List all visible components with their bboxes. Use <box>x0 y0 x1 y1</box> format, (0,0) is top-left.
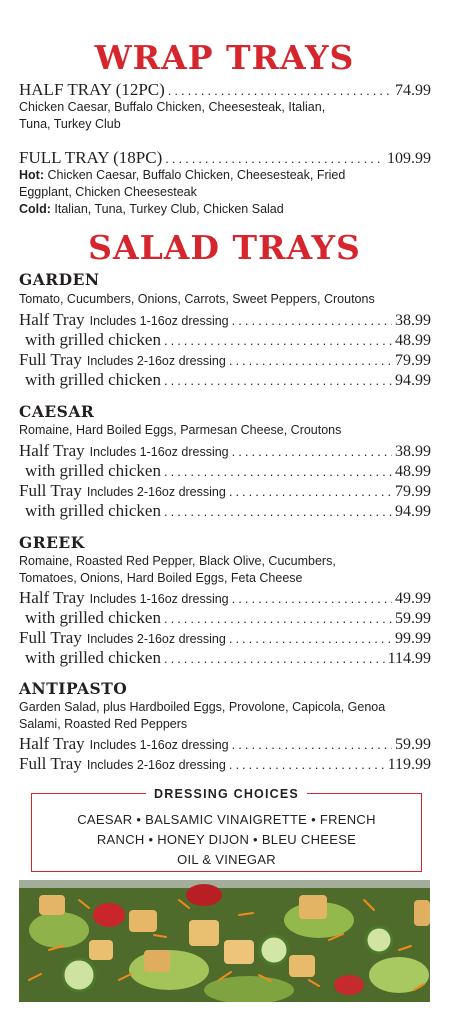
row-price: 59.99 <box>395 610 431 627</box>
wrap-full-tray-price: 109.99 <box>387 150 431 167</box>
dressing-title-text: DRESSING CHOICES <box>146 787 307 801</box>
leader-dots <box>164 373 392 388</box>
row-label: Half Tray <box>19 588 85 607</box>
salad-trays-title: SALAD TRAYS <box>88 228 361 267</box>
row-note: Includes 2-16oz dressing <box>86 758 226 772</box>
leader-dots <box>164 333 392 348</box>
row-label: with grilled chicken <box>25 608 161 627</box>
row-label: Full Tray <box>19 754 82 773</box>
leader-dots <box>164 651 385 666</box>
greek-desc: Romaine, Roasted Red Pepper, Black Olive, Cucumbers, Tomatoes, Onions, Hard Boiled Eggs, Feta Cheese <box>19 554 336 585</box>
row-label: with grilled chicken <box>25 501 161 520</box>
row-price: 94.99 <box>395 503 431 520</box>
caesar-desc: Romaine, Hard Boiled Eggs, Parmesan Cheese, Croutons <box>19 423 342 437</box>
greek-half-row <box>19 588 431 607</box>
row-price: 94.99 <box>395 372 431 389</box>
row-price: 38.99 <box>395 443 431 460</box>
row-price: 38.99 <box>395 312 431 329</box>
leader-dots <box>232 313 392 328</box>
hot-label: Hot: <box>19 168 44 182</box>
leader-dots <box>232 444 392 459</box>
cold-label: Cold: <box>19 202 51 216</box>
leader-dots <box>164 611 392 626</box>
antipasto-full-row <box>19 754 431 773</box>
row-note: Includes 2-16oz dressing <box>86 354 226 368</box>
antipasto-half-row <box>19 734 431 753</box>
leader-dots <box>165 151 384 166</box>
garden-full-chicken-row <box>25 370 431 389</box>
caesar-full-chicken-row <box>25 501 431 520</box>
greek-heading: GREEK <box>19 533 85 552</box>
wrap-half-tray-label: HALF TRAY (12PC) <box>19 80 165 99</box>
garden-full-row <box>19 350 431 369</box>
row-label: Full Tray <box>19 628 82 647</box>
row-price: 119.99 <box>387 756 431 773</box>
row-label: Half Tray <box>19 734 85 753</box>
wrap-half-tray-row <box>19 80 431 99</box>
row-note: Includes 1-16oz dressing <box>89 445 229 459</box>
leader-dots <box>232 591 392 606</box>
row-price: 48.99 <box>395 332 431 349</box>
leader-dots <box>164 464 392 479</box>
row-note: Includes 2-16oz dressing <box>86 485 226 499</box>
row-label: Half Tray <box>19 310 85 329</box>
row-note: Includes 1-16oz dressing <box>89 738 229 752</box>
dressing-choices-title <box>32 785 421 803</box>
garden-desc: Tomato, Cucumbers, Onions, Carrots, Sweet Peppers, Croutons <box>19 292 375 306</box>
greek-full-row <box>19 628 431 647</box>
leader-dots <box>232 737 392 752</box>
hot-desc: Chicken Caesar, Buffalo Chicken, Cheesesteak, Fried Eggplant, Chicken Cheesesteak <box>19 168 346 199</box>
wrap-full-tray-label: FULL TRAY (18PC) <box>19 148 163 167</box>
row-label: Full Tray <box>19 350 82 369</box>
row-price: 48.99 <box>395 463 431 480</box>
leader-dots <box>229 484 392 499</box>
row-note: Includes 2-16oz dressing <box>86 632 226 646</box>
wrap-full-tray-hot <box>19 167 364 201</box>
salad-tray-photo <box>19 880 430 1002</box>
caesar-half-row <box>19 441 431 460</box>
wrap-full-tray-row <box>19 148 431 167</box>
wrap-trays-title: WRAP TRAYS <box>94 38 355 77</box>
row-label: with grilled chicken <box>25 461 161 480</box>
dressing-line-3: OIL & VINEGAR <box>177 852 276 867</box>
row-label: with grilled chicken <box>25 648 161 667</box>
leader-dots <box>229 757 385 772</box>
greek-full-chicken-row <box>25 648 431 667</box>
wrap-half-tray-desc: Chicken Caesar, Buffalo Chicken, Cheesesteak, Italian, Tuna, Turkey Club <box>19 100 326 131</box>
leader-dots <box>168 83 392 98</box>
caesar-heading: CAESAR <box>19 402 95 421</box>
leader-dots <box>229 353 392 368</box>
row-note: Includes 1-16oz dressing <box>89 314 229 328</box>
leader-dots <box>164 504 392 519</box>
row-price: 79.99 <box>395 352 431 369</box>
leader-dots <box>229 631 392 646</box>
greek-half-chicken-row <box>25 608 431 627</box>
cold-desc: Italian, Tuna, Turkey Club, Chicken Salad <box>50 202 284 216</box>
caesar-half-chicken-row <box>25 461 431 480</box>
salad-illustration <box>19 880 430 1002</box>
garden-half-row <box>19 310 431 329</box>
garden-half-chicken-row <box>25 330 431 349</box>
row-price: 99.99 <box>395 630 431 647</box>
row-price: 79.99 <box>395 483 431 500</box>
wrap-half-tray-price: 74.99 <box>395 82 431 99</box>
row-label: Half Tray <box>19 441 85 460</box>
wrap-full-tray-cold <box>19 201 434 218</box>
dressing-line-1: CAESAR • BALSAMIC VINAIGRETTE • FRENCH <box>77 812 376 827</box>
row-note: Includes 1-16oz dressing <box>89 592 229 606</box>
garden-heading: GARDEN <box>19 270 100 289</box>
antipasto-desc: Garden Salad, plus Hardboiled Eggs, Provolone, Capicola, Genoa Salami, Roasted Red Peppers <box>19 700 386 731</box>
row-price: 49.99 <box>395 590 431 607</box>
dressing-choices-box <box>31 787 422 872</box>
row-price: 59.99 <box>395 736 431 753</box>
dressing-line-2: RANCH • HONEY DIJON • BLEU CHEESE <box>96 832 357 847</box>
row-price: 114.99 <box>387 650 431 667</box>
row-label: Full Tray <box>19 481 82 500</box>
antipasto-heading: ANTIPASTO <box>19 679 128 698</box>
caesar-full-row <box>19 481 431 500</box>
row-label: with grilled chicken <box>25 330 161 349</box>
row-label: with grilled chicken <box>25 370 161 389</box>
